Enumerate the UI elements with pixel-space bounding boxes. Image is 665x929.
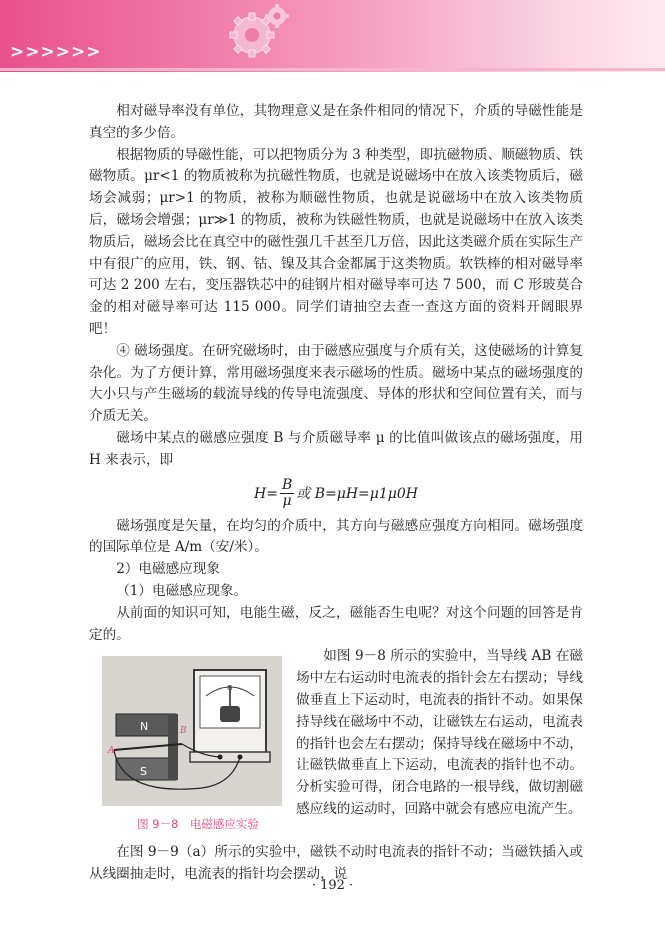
label-a: A bbox=[108, 746, 115, 757]
label-g: G bbox=[227, 684, 233, 693]
paragraph-experiment-description: 如图 9－8 所示的实验中，当导线 AB 在磁场中左右运动时电流表的指针会左右摆动；导线做垂直上下运动时，电流表的指针不动。如果保持导线在磁场中不动，让磁铁左右运动，电流表的指针也会左右摆动；保持导线在磁场中不动，让磁铁做垂直上下运动，电流表的指针也不动。分析实验可得，闭合电路的一根导线，做切割磁感应线的运动时，回路中就会有感应电流产生。 bbox=[296, 648, 583, 817]
page-body bbox=[89, 101, 583, 886]
paragraph-material-types: 根据物质的导磁性能，可以把物质分为 3 种类型，即抗磁物质、顺磁物质、铁磁物质。μr<1 的物质被称为抗磁性物质，也就是说磁场中在放入该类物质后，磁场会减弱；μr>1 的物质，被称为顺磁性物质，也就是说磁场中在放入该类物质后，磁场会增强；μr≫1 的物质，被称为铁磁性物质，也就是说磁场中在放入该类物质后，磁场会比在真空中的磁性强几千甚至几万倍，因此这类磁介质在实际生产中有很广的应用，铁、钢、钴、镍及其合金都属于这类物质。软铁棒的相对磁导率可达 2 200 左右，变压器铁芯中的硅钢片相对磁导率可达 7 500，而 C 形玻莫合金的相对磁导率可达 115 000。同学们请抽空去查一查这方面的资料开阔眼界吧！ bbox=[89, 146, 583, 337]
paragraph-vector: 磁场强度是矢量，在均匀的介质中，其方向与磁感应强度方向相同。磁场强度的国际单位是 A/m（安/米）。 bbox=[89, 517, 583, 556]
figure-caption: 图 9－8 电磁感应实验 bbox=[137, 817, 259, 832]
figure-block bbox=[89, 646, 583, 842]
label-b: B bbox=[180, 726, 187, 737]
formula-field-strength bbox=[89, 474, 583, 514]
formula-numerator: B bbox=[281, 477, 293, 494]
chevrons-icon: >>>>>> bbox=[10, 42, 102, 62]
header-rule bbox=[0, 68, 665, 71]
paragraph-field-strength: ④ 磁场强度。在研究磁场时，由于磁感应强度与介质有关，这使磁场的计算复杂化。为了方便计算，常用磁场强度来表示磁场的性质。磁场中某点的磁场强度的大小只与产生磁场的载流导线的传导电流强度、导体的形状和空间位置有关，而与介质无关。 bbox=[89, 342, 583, 425]
subsection-heading: （1）电磁感应现象。 bbox=[116, 582, 248, 599]
paragraph-intro-induction: 从前面的知识可知，电能生磁，反之，磁能否生电呢？对这个问题的回答是肯定的。 bbox=[89, 604, 583, 643]
formula-lhs: H= bbox=[254, 485, 278, 502]
section-heading: 2）电磁感应现象 bbox=[116, 561, 220, 578]
header-banner bbox=[0, 0, 665, 72]
induction-experiment-figure bbox=[102, 656, 282, 806]
paragraph-field-strength-definition: 磁场中某点的磁感应强度 B 与介质磁导率 μ 的比值叫做该点的磁场强度，用 H 来表示，即 bbox=[89, 429, 583, 468]
formula-denominator: μ bbox=[282, 493, 292, 510]
paragraph-coil-experiment: 在图 9－9（a）所示的实验中，磁铁不动时电流表的指针不动；当磁铁插入或从线圈抽走时，电流表的指针均会摆动，说 bbox=[89, 844, 583, 883]
paragraph-figure-explanation bbox=[296, 646, 583, 820]
formula-rest: 或 B=μH=μ1μ0H bbox=[296, 485, 418, 502]
gears-icon bbox=[222, 2, 292, 64]
label-s: S bbox=[140, 765, 147, 779]
formula-fraction bbox=[280, 478, 294, 509]
label-n: N bbox=[140, 720, 149, 734]
page-number: · 192 · bbox=[311, 878, 354, 893]
paragraph-relative-permeability: 相对磁导率没有单位，其物理意义是在条件相同的情况下，介质的导磁性能是真空的多少倍。 bbox=[89, 103, 583, 141]
